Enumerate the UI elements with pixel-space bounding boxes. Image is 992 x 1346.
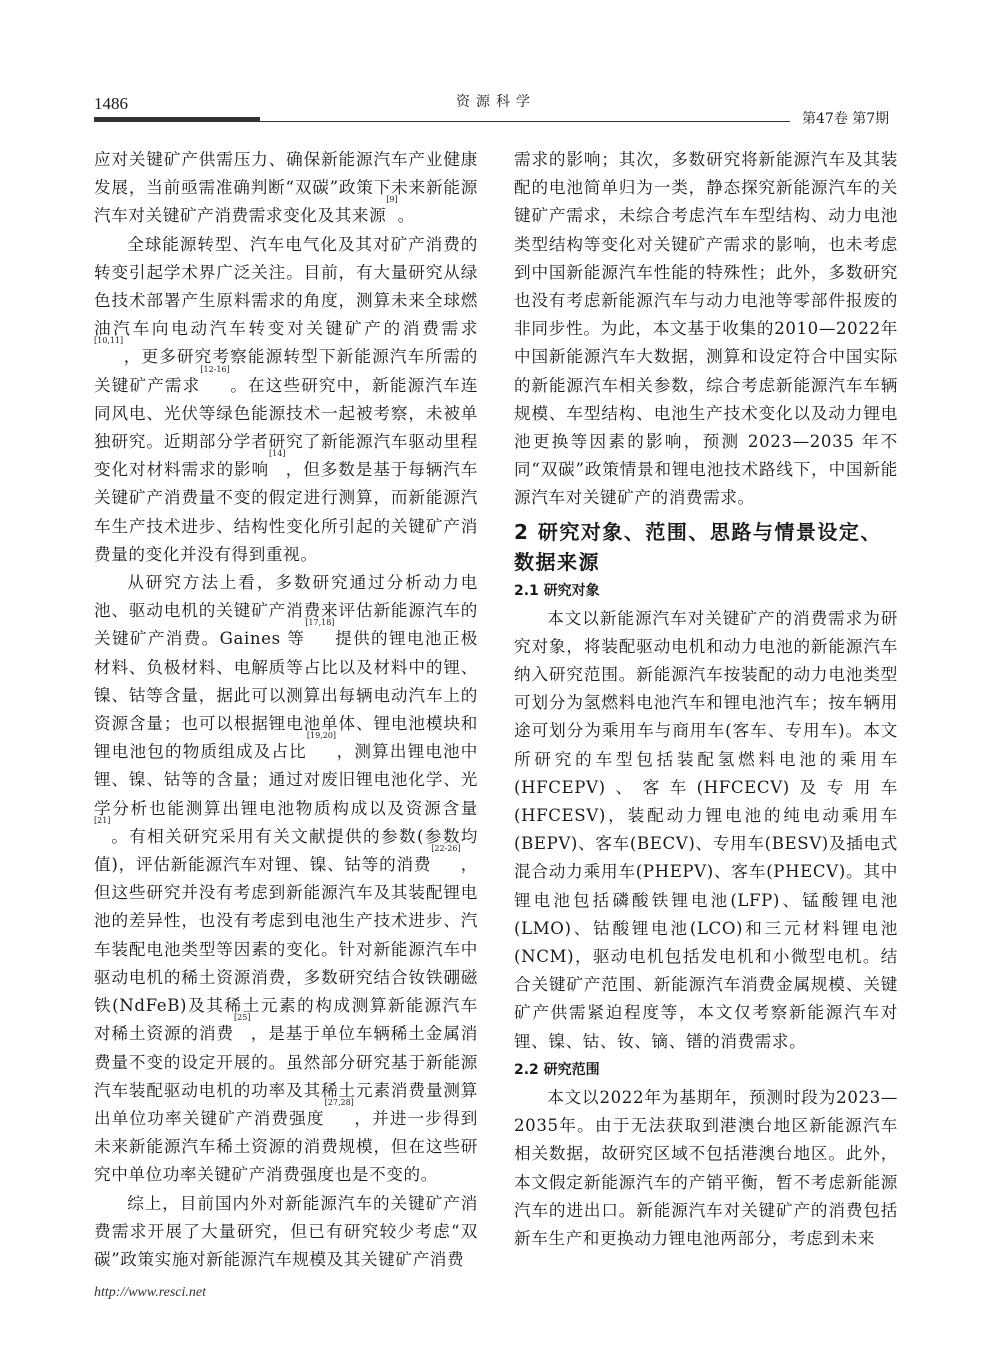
text-run: ，测算出锂电池中锂、镍、钴等的含量；通过对废旧锂电池化学、光学分析也能测算出锂电池物质构成以及资源含量 xyxy=(94,742,478,818)
paragraph xyxy=(514,1084,898,1253)
text-run: 。在这些研究中，新能源汽车连同风电、光伏等绿色能源技术一起被考察，未被单独研究。近期部分学者研究了新能源汽车驱动里程变化对材料需求的影响 xyxy=(94,375,478,480)
text-run: 从研究方法上看，多数研究通过分析动力电池、驱动电机的关键矿产消费来评估新能源汽车的关键矿产消费。Gaines 等 xyxy=(94,573,478,649)
section-heading: 2 研究对象、范围、思路与情景设定、数据来源 xyxy=(514,519,882,574)
text-run: 提供的锂电池正极材料、负极材料、电解质等占比以及材料中的锂、镍、钴等含量，据此可以测算出每辆电动汽车上的资源含量；也可以根据锂电池单体、锂电池模块和锂电池包的物质组成及占比 xyxy=(94,629,478,762)
citation[interactable]: [17,18] xyxy=(305,618,335,628)
page-number: 1486 xyxy=(94,94,128,113)
text-run: ，但多数是基于每辆汽车关键矿产消费量不变的假定进行测算，而新能源汽车生产技术进步、结构性变化所引起的关键矿产消费量的变化并没有得到重视。 xyxy=(94,460,479,564)
journal-title: 资源科学 xyxy=(456,94,536,110)
citation[interactable]: [10,11] xyxy=(94,336,124,346)
text-run: 。 xyxy=(397,206,415,226)
left-column xyxy=(94,146,478,1274)
citation[interactable]: [27,28] xyxy=(324,1097,354,1107)
text-run: 本文以2022年为基期年，预测时段为2023—2035年。由于无法获取到港澳台地区新能源汽车相关数据，故研究区域不包括港澳台地区。此外，本文假定新能源汽车的产销平衡，暂不考虑新能源汽车的进出口。新能源汽车对关键矿产的消费包括新车生产和更换动力锂电池两部分，考虑到未来 xyxy=(514,1087,898,1248)
text-run: 需求的影响；其次，多数研究将新能源汽车及其装配的电池简单归为一类，静态探究新能源汽车的关键矿产需求，未综合考虑汽车车型结构、动力电池类型结构等变化对关键矿产需求的影响，也未考虑到中国新能源汽车性能的特殊性；此外，多数研究也没有考虑新能源汽车与动力电池等零部件报废的非同步性。为此，本文基于收集的2010—2022年中国新能源汽车大数据，测算和设定符合中国实际的新能源汽车相关参数，综合考虑新能源汽车车辆规模、车型结构、电池生产技术变化以及动力锂电池更换等因素的影响，预测 2023—2035 年不同“双碳”政策情景和锂电池技术路线下，中国新能源汽车对关键矿产的消费需求。 xyxy=(514,150,898,508)
subsection-heading: 2.1 研究对象 xyxy=(514,582,600,599)
text-run: 综上，目前国内外对新能源汽车的关键矿产消费需求开展了大量研究，但已有研究较少考虑“双碳”政策实施对新能源汽车规模及其关键矿产消费 xyxy=(94,1193,478,1269)
text-run: 本文以新能源汽车对关键矿产的消费需求为研究对象，将装配驱动电机和动力电池的新能源汽车纳入研究范围。新能源汽车按装配的动力电池类型可划分为氢燃料电池汽车和锂电池汽车；按车辆用途可划分为乘用车与商用车(客车、专用车)。本文所研究的车型包括装配氢燃料电池的乘用车(HFCEPV)、客车(HFCECV)及专用车(HFCESV)，装配动力锂电池的纯电动乘用车(BEPV)、客车(BECV)、专用车(BESV)及插电式混合动力乘用车(PHEPV)、客车(PHECV)。其中锂电池包括磷酸铁锂电池(LFP)、锰酸锂电池(LMO)、钴酸锂电池(LCO)和三元材料锂电池(NCM)，驱动电机包括发电机和小微型电机。结合关键矿产范围、新能源汽车消费金属规模、关键矿产供需紧迫程度等，本文仅考察新能源汽车对锂、镍、钴、钕、镝、镨的消费需求。 xyxy=(514,608,898,1051)
header-rule xyxy=(260,121,790,122)
text-run: 全球能源转型、汽车电气化及其对矿产消费的转变引起学术界广泛关注。目前，有大量研究从绿色技术部署产生原料需求的角度，测算未来全球燃油汽车向电动汽车转变对关键矿产的消费需求 xyxy=(94,234,478,339)
citation[interactable]: [14] xyxy=(269,449,286,459)
paragraph xyxy=(94,146,478,231)
paragraph xyxy=(94,231,478,569)
header-bar xyxy=(94,117,260,122)
citation[interactable]: [22-26] xyxy=(431,844,461,854)
citation[interactable]: [21] xyxy=(94,815,111,825)
text-run: ，但这些研究并没有考虑到新能源汽车及其装配锂电池的差异性，也没有考虑到电池生产技术进步、汽车装配电池类型等因素的变化。针对新能源汽车中驱动电机的稀土资源消费，多数研究结合钕铁硼磁铁(NdFeB)及其稀土元素的构成测算新能源汽车对稀土资源的消费 xyxy=(94,855,478,1044)
subsection-heading: 2.2 研究范围 xyxy=(514,1061,600,1078)
citation[interactable]: [12-16] xyxy=(200,364,230,374)
footer-url[interactable]: http://www.resci.net xyxy=(94,1285,206,1300)
right-column xyxy=(514,146,898,1253)
text-run: 应对关键矿产供需压力、确保新能源汽车产业健康发展，当前亟需准确判断“双碳”政策下未来新能源汽车对关键矿产消费需求变化及其来源 xyxy=(94,150,478,226)
citation[interactable]: [25] xyxy=(234,1013,251,1023)
text-run: 。有相关研究采用有关文献提供的参数(参数均值)，评估新能源汽车对锂、镍、钴等的消费 xyxy=(94,826,478,875)
volume-issue: 第47卷 第7期 xyxy=(802,111,890,127)
text-run: ，是基于单位车辆稀土金属消费量不变的设定开展的。虽然部分研究基于新能源汽车装配驱动电机的功率及其稀土元素消费量测算出单位功率关键矿产消费强度 xyxy=(94,1024,478,1128)
paragraph xyxy=(514,605,898,1056)
citation[interactable]: [19,20] xyxy=(306,731,337,741)
text-run: ，更多研究考察能源转型下新能源汽车所需的关键矿产需求 xyxy=(94,347,478,395)
citation[interactable]: [9] xyxy=(386,195,398,205)
paragraph xyxy=(94,1190,478,1275)
paragraph xyxy=(94,569,478,1189)
paragraph xyxy=(514,146,898,513)
text-run: ，并进一步得到未来新能源汽车稀土资源的消费规模，但在这些研究中单位功率关键矿产消费强度也是不变的。 xyxy=(94,1108,478,1185)
